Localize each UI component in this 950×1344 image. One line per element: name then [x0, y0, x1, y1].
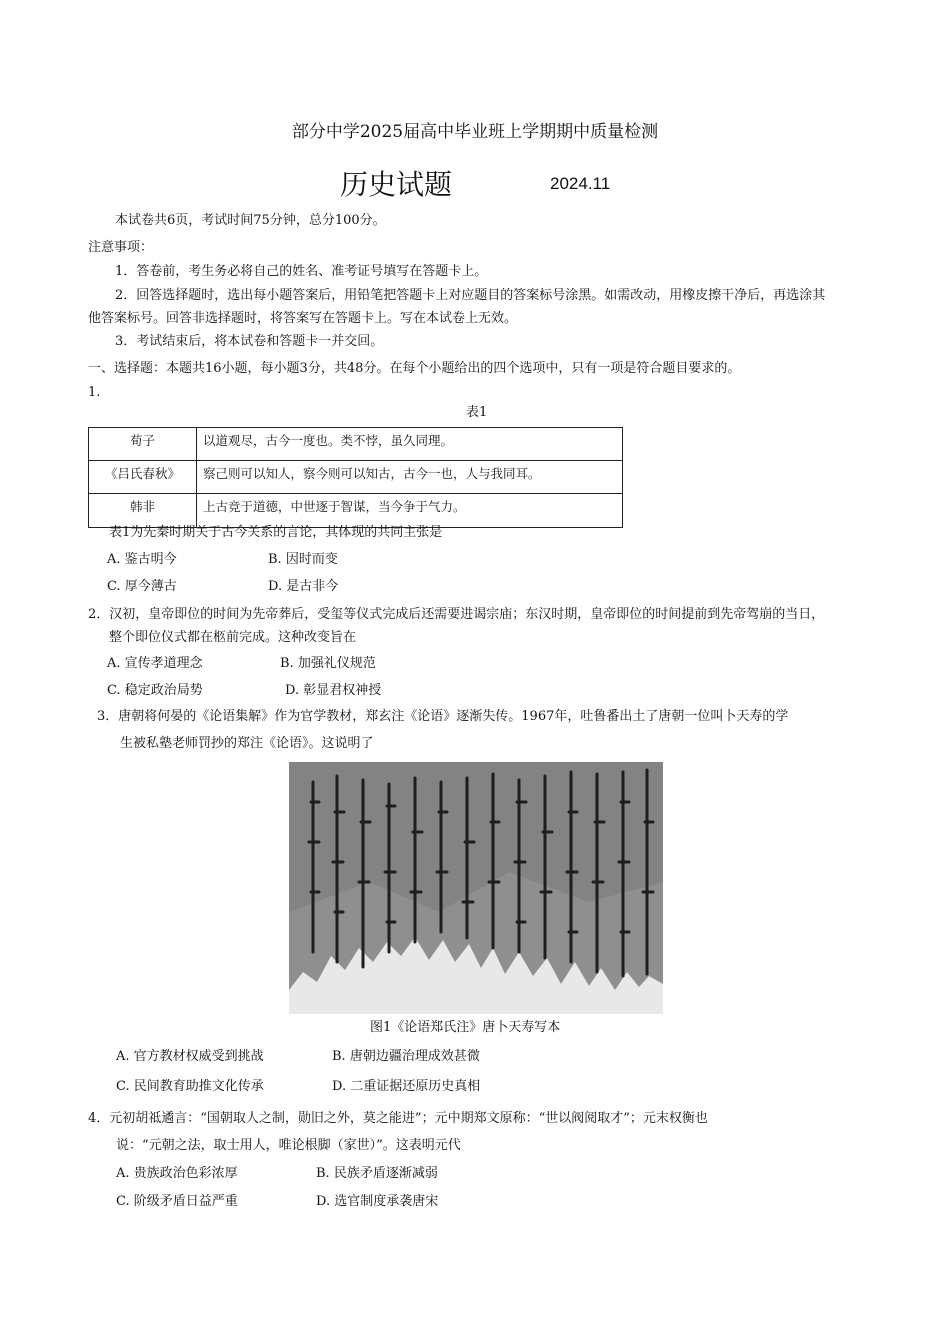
q1-option-d[interactable]: D. 是古非今	[268, 579, 339, 594]
table-cell-quote: 以道观尽，古今一度也。类不悖，虽久同理。	[197, 428, 623, 461]
table-cell-name: 《吕氏春秋》	[89, 461, 197, 494]
figure-caption: 图1《论语郑氏注》唐卜天寿写本	[370, 1020, 561, 1035]
q2-line1: 2．汉初，皇帝即位的时间为先帝葬后，受玺等仪式完成后还需要进谒宗庙；东汉时期，皇帝即位的时间提前到先帝驾崩的当日，	[88, 607, 825, 622]
manuscript-photo	[289, 762, 663, 1014]
q4-option-c[interactable]: C. 阶级矛盾日益严重	[116, 1194, 238, 1209]
q3-line1: 3．唐朝将何晏的《论语集解》作为官学教材，郑玄注《论语》逐渐失传。1967年，吐鲁番出土了唐朝一位叫卜天寿的学	[97, 709, 789, 724]
q2-option-d[interactable]: D. 彰显君权神授	[285, 683, 382, 698]
q1-stem: 表1为先秦时期关于古今关系的言论，其体现的共同主张是	[109, 525, 443, 540]
notice-2b: 他答案标号。回答非选择题时，将答案写在答题卡上。写在本试卷上无效。	[88, 311, 518, 326]
q2-line2: 整个即位仪式都在柩前完成。这种改变旨在	[109, 630, 357, 645]
q1-number: 1.	[88, 385, 101, 400]
table-cell-quote: 上古竞于道德，中世逐于智谋，当今争于气力。	[197, 494, 623, 528]
q4-option-b[interactable]: B. 民族矛盾逐渐减弱	[316, 1166, 438, 1181]
notice-3: 3．考试结束后，将本试卷和答题卡一并交回。	[115, 334, 384, 349]
notice-heading: 注意事项：	[88, 240, 154, 255]
q1-option-b[interactable]: B. 因时而变	[268, 552, 338, 567]
q2-option-b[interactable]: B. 加强礼仪规范	[280, 656, 376, 671]
section-heading: 一、选择题：本题共16小题，每小题3分，共48分。在每个小题给出的四个选项中，只有一项是符合题目要求的。	[88, 361, 741, 376]
school-line: 部分中学2025届高中毕业班上学期期中质量检测	[291, 122, 659, 142]
q3-option-d[interactable]: D. 二重证据还原历史真相	[332, 1079, 481, 1094]
q4-line1: 4．元初胡祗遹言：“国朝取人之制，勋旧之外，莫之能进”；元中期郑文原称：“世以阀阅取才”；元末权衡也	[88, 1111, 708, 1126]
table-row	[89, 461, 623, 494]
table-cell-quote: 察己则可以知人，察今则可以知古，古今一也，人与我同耳。	[197, 461, 623, 494]
notice-2a: 2．回答选择题时，选出每小题答案后，用铅笔把答题卡上对应题目的答案标号涂黑。如需改动，用橡皮擦干净后，再选涂其	[115, 288, 826, 303]
q1-option-c[interactable]: C. 厚今薄古	[107, 579, 177, 594]
q4-option-d[interactable]: D. 选官制度承袭唐宋	[316, 1194, 439, 1209]
page-title: 历史试题	[340, 168, 453, 201]
q4-line2: 说：“元朝之法，取士用人，唯论根脚（家世）”。这表明元代	[116, 1138, 461, 1153]
q2-option-c[interactable]: C. 稳定政治局势	[107, 683, 203, 698]
q1-table	[88, 427, 623, 528]
notice-1: 1．答卷前，考生务必将自己的姓名、准考证号填写在答题卡上。	[115, 264, 488, 279]
q1-option-a[interactable]: A. 鉴古明今	[107, 552, 177, 567]
q3-option-b[interactable]: B. 唐朝边疆治理成效甚微	[332, 1049, 480, 1064]
table-caption: 表1	[466, 405, 488, 420]
table-row	[89, 428, 623, 461]
q4-option-a[interactable]: A. 贵族政治色彩浓厚	[116, 1166, 238, 1181]
q3-line2: 生被私塾老师罚抄的郑注《论语》。这说明了	[120, 736, 374, 751]
exam-date: 2024.11	[550, 174, 611, 193]
exam-summary: 本试卷共6页，考试时间75分钟，总分100分。	[115, 213, 386, 228]
q3-option-c[interactable]: C. 民间教育助推文化传承	[116, 1079, 264, 1094]
q2-option-a[interactable]: A. 宣传孝道理念	[107, 656, 203, 671]
q3-option-a[interactable]: A. 官方教材权威受到挑战	[116, 1049, 264, 1064]
table-row	[89, 494, 623, 528]
table-cell-name: 韩非	[89, 494, 197, 528]
table-cell-name: 荀子	[89, 428, 197, 461]
